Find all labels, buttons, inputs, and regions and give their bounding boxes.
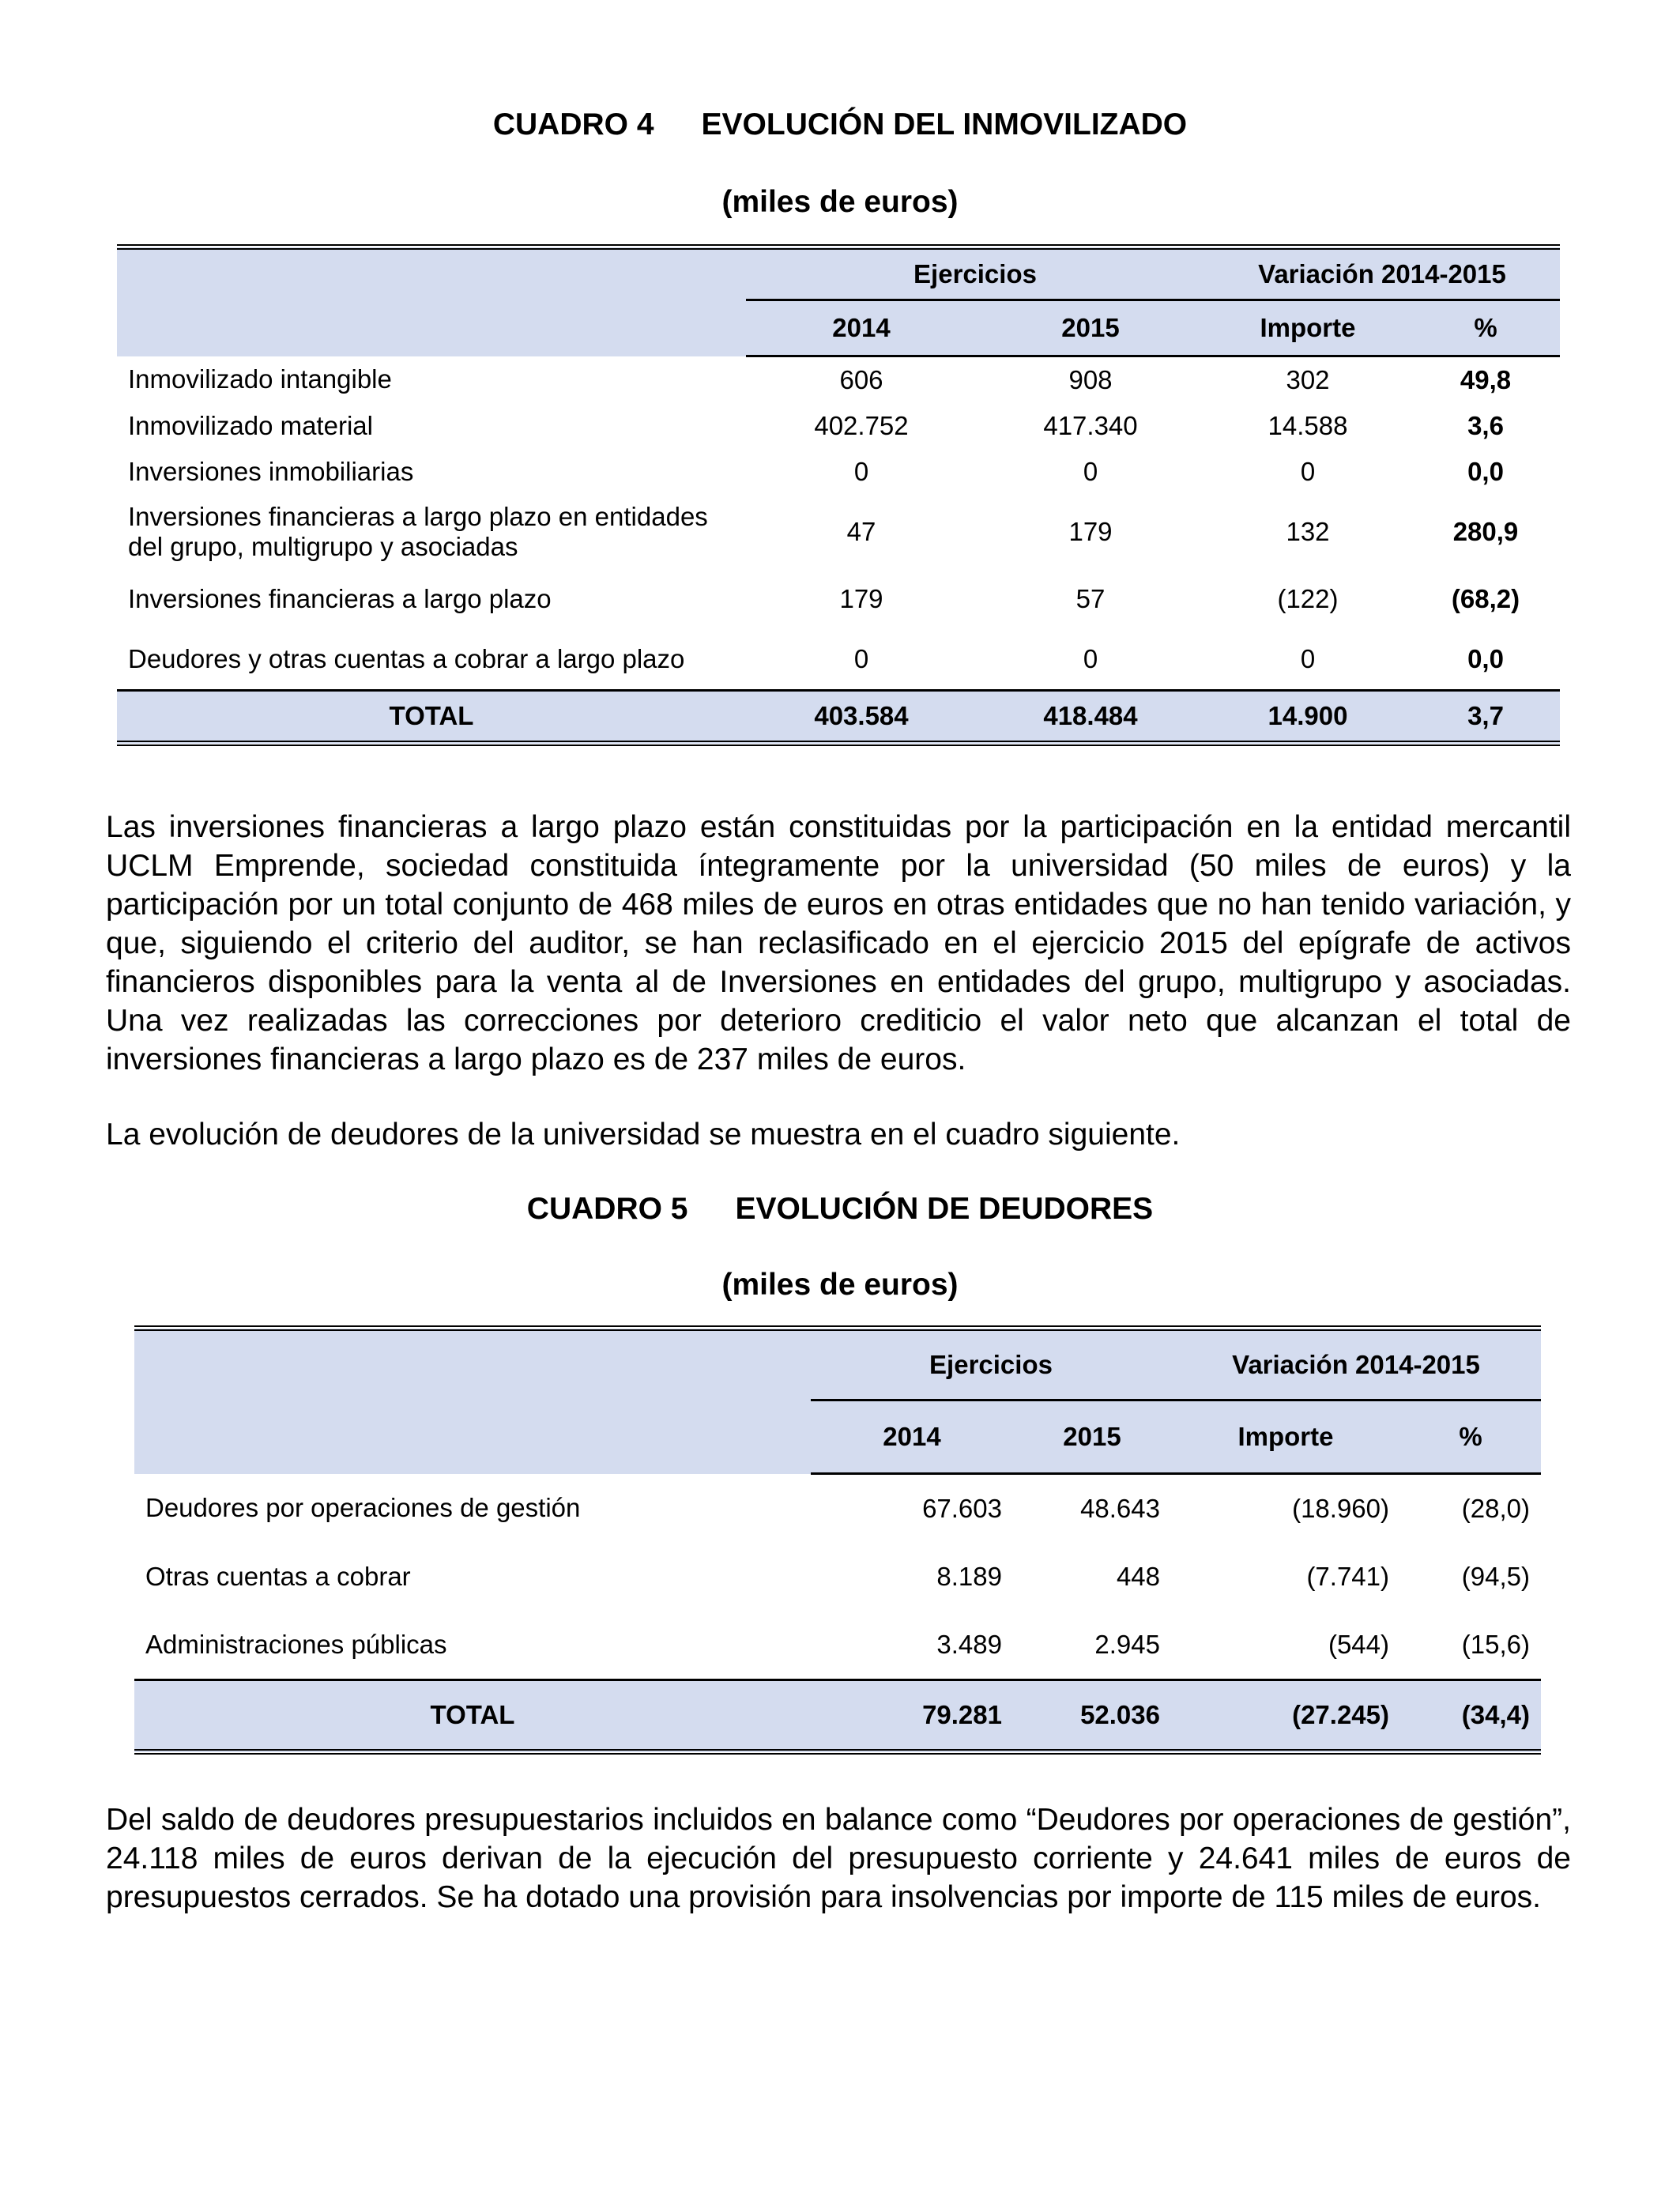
table-total-row: [117, 691, 1560, 744]
cell-pct: (15,6): [1461, 1630, 1530, 1659]
table-row: [117, 569, 1560, 629]
header-variacion: Variación 2014-2015: [1171, 1329, 1541, 1400]
cell-importe: 0: [1300, 457, 1316, 486]
header-2014: 2014: [746, 300, 977, 356]
total-2014: 403.584: [746, 691, 977, 744]
header-importe: Importe: [1171, 1400, 1400, 1474]
cell-2015: 2.945: [1094, 1630, 1160, 1659]
cell-importe: (7.741): [1306, 1562, 1389, 1591]
cuadro5-title-text: EVOLUCIÓN DE DEUDORES: [735, 1192, 1154, 1226]
cell-2015: 48.643: [1080, 1494, 1160, 1523]
cell-pct: (94,5): [1461, 1562, 1530, 1591]
cell-pct: 280,9: [1452, 517, 1519, 546]
cuadro5-subtitle: (miles de euros): [721, 1268, 959, 1302]
table-row: [117, 449, 1560, 495]
cell-2014: 402.752: [814, 411, 909, 440]
cell-pct: 49,8: [1460, 365, 1512, 394]
table-row: [117, 356, 1560, 404]
cell-importe: (544): [1328, 1630, 1389, 1659]
header-pct: %: [1400, 1400, 1541, 1474]
total-pct: 3,7: [1411, 691, 1560, 744]
cell-2015: 448: [1116, 1562, 1160, 1591]
cell-2015: 57: [1075, 584, 1106, 613]
table-row: [134, 1474, 1541, 1544]
total-pct: (34,4): [1400, 1680, 1541, 1752]
cuadro4-title: [0, 105, 1680, 145]
paragraph-saldo-deudores: Del saldo de deudores presupuestarios incluidos en balance como “Deudores por operaciones de gestión”, 24.118 miles de euros derivan de la ejecución del presupuesto corriente y 24.641 miles de euros de presupuestos cerrados. Se ha dotado una provisión para insolvencias por importe de 115 miles de euros.: [106, 1803, 1571, 1914]
cell-importe: (18.960): [1292, 1494, 1389, 1523]
table-row: [117, 495, 1560, 569]
table-row: [134, 1543, 1541, 1611]
row-label: Administraciones públicas: [145, 1630, 447, 1659]
header-ejercicios: Ejercicios: [811, 1329, 1171, 1400]
table-header-row: [134, 1329, 1541, 1400]
cell-importe: 132: [1286, 517, 1330, 546]
cell-importe: 14.588: [1268, 411, 1348, 440]
cell-importe: 0: [1300, 644, 1316, 673]
cell-2014: 0: [853, 644, 869, 673]
paragraph-inversiones: Las inversiones financieras a largo plazo están constituidas por la participación en la entidad mercantil UCLM Emprende, sociedad constituida íntegramente por la universidad (50 miles de euros) y la participación por un total conjunto de 468 miles de euros en otras entidades que no han tenido variación, y que, siguiendo el criterio del auditor, se han reclasificado en el ejercicio 2015 del epígrafe de activos financieros disponibles para la venta al de Inversiones en entidades del grupo, multigrupo y asociadas. Una vez realizadas las correcciones por deterioro crediticio el valor neto que alcanzan el total de inversiones financieras a largo plazo es de 237 miles de euros.: [106, 810, 1571, 1076]
cell-pct: (28,0): [1461, 1494, 1530, 1523]
cuadro4-table: [117, 244, 1560, 746]
cell-2015: 0: [1083, 644, 1098, 673]
row-label: Inversiones financieras a largo plazo en entidades del grupo, multigrupo y asociadas: [128, 502, 708, 561]
cell-pct: 3,6: [1467, 411, 1504, 440]
cell-2015: 908: [1068, 365, 1113, 394]
row-label: Deudores y otras cuentas a cobrar a largo plazo: [128, 644, 685, 673]
total-label: TOTAL: [117, 691, 746, 744]
cell-2015: 179: [1068, 517, 1113, 546]
table-header-row: [117, 247, 1560, 300]
header-blank-cell: [134, 1329, 811, 1474]
row-label: Inmovilizado material: [128, 411, 373, 440]
row-label: Inversiones financieras a largo plazo: [128, 584, 552, 613]
table-row: [117, 629, 1560, 691]
cell-pct: (68,2): [1451, 584, 1520, 613]
header-2015: 2015: [977, 300, 1204, 356]
row-label: Inversiones inmobiliarias: [128, 457, 414, 486]
total-importe: 14.900: [1204, 691, 1411, 744]
header-variacion: Variación 2014-2015: [1204, 247, 1560, 300]
paragraph-deudores-intro: La evolución de deudores de la universidad se muestra en el cuadro siguiente.: [106, 1118, 1181, 1152]
cuadro5-table: [134, 1325, 1541, 1755]
cell-pct: 0,0: [1467, 644, 1504, 673]
total-2014: 79.281: [811, 1680, 1013, 1752]
cell-2015: 0: [1083, 457, 1098, 486]
header-2014: 2014: [811, 1400, 1013, 1474]
table-total-row: [134, 1680, 1541, 1752]
header-ejercicios: Ejercicios: [746, 247, 1204, 300]
total-2015: 418.484: [977, 691, 1204, 744]
cell-2014: 47: [846, 517, 876, 546]
header-2015: 2015: [1013, 1400, 1171, 1474]
cell-2014: 3.489: [936, 1630, 1002, 1659]
row-label: Deudores por operaciones de gestión: [145, 1493, 581, 1523]
cuadro5-title: [0, 1189, 1680, 1229]
cell-2015: 417.340: [1043, 411, 1138, 440]
cell-2014: 606: [839, 365, 883, 394]
header-pct: %: [1411, 300, 1560, 356]
cell-2014: 179: [839, 584, 883, 613]
cell-importe: 302: [1286, 365, 1330, 394]
cell-2014: 0: [853, 457, 869, 486]
cuadro4-title-text: EVOLUCIÓN DEL INMOVILIZADO: [701, 107, 1188, 141]
cell-2014: 8.189: [936, 1562, 1002, 1591]
row-label: Inmovilizado intangible: [128, 364, 392, 394]
cuadro5-code: CUADRO 5: [526, 1192, 688, 1226]
header-importe: Importe: [1204, 300, 1411, 356]
total-importe: (27.245): [1171, 1680, 1400, 1752]
total-2015: 52.036: [1013, 1680, 1171, 1752]
row-label: Otras cuentas a cobrar: [145, 1562, 411, 1591]
table-row: [117, 403, 1560, 449]
cell-2014: 67.603: [922, 1494, 1002, 1523]
cuadro4-code: CUADRO 4: [492, 107, 654, 141]
header-blank-cell: [117, 247, 746, 356]
cuadro4-subtitle: (miles de euros): [721, 185, 959, 219]
table-row: [134, 1611, 1541, 1680]
total-label: TOTAL: [134, 1680, 811, 1752]
cell-importe: (122): [1277, 584, 1339, 613]
cell-pct: 0,0: [1467, 457, 1504, 486]
